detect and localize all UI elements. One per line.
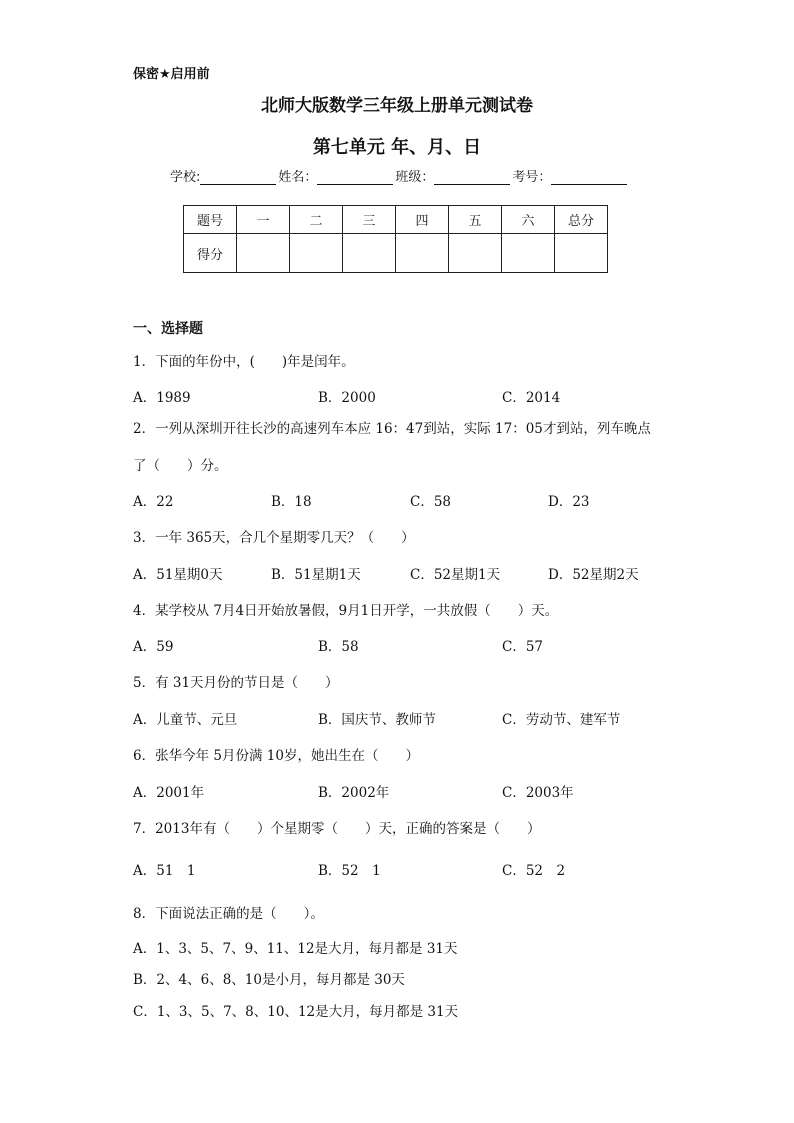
- table-header-cell: 五: [449, 206, 502, 234]
- q7-option-c[interactable]: C．52 2: [502, 863, 566, 879]
- q1-option-a[interactable]: A．1989: [133, 390, 191, 406]
- q2-option-a[interactable]: A．22: [133, 494, 174, 510]
- q1-option-c[interactable]: C．2014: [502, 390, 561, 406]
- score-cell[interactable]: [396, 234, 449, 273]
- score-table: [183, 205, 608, 273]
- q7-option-a[interactable]: A．51 1: [133, 863, 196, 879]
- q2-option-c[interactable]: C．58: [410, 494, 452, 510]
- question-7: 7．2013年有（ ）个星期零（ ）天，正确的答案是（ ）: [133, 821, 541, 837]
- question-8: 8．下面说法正确的是（ ）。: [133, 906, 324, 922]
- q6-option-a[interactable]: A．2001年: [133, 785, 205, 801]
- score-table-score-row: [184, 234, 608, 273]
- class-label: 班级：: [395, 170, 435, 185]
- q6-option-b[interactable]: B．2002年: [318, 785, 390, 801]
- section-title: 一、选择题: [133, 321, 203, 337]
- table-header-cell: 题号: [184, 206, 237, 234]
- q3-option-a[interactable]: A．51星期0天: [133, 567, 223, 583]
- score-cell[interactable]: [555, 234, 608, 273]
- question-1: 1．下面的年份中，( )年是闰年。: [133, 354, 355, 370]
- student-info-line: [170, 166, 629, 185]
- table-header-cell: 四: [396, 206, 449, 234]
- score-cell[interactable]: [290, 234, 343, 273]
- q3-option-c[interactable]: C．52星期1天: [410, 567, 501, 583]
- q1-option-b[interactable]: B．2000: [318, 390, 376, 406]
- q8-option-b[interactable]: B．2、4、6、8、10是小月，每月都是 30天: [133, 972, 405, 988]
- score-cell[interactable]: [343, 234, 396, 273]
- q7-option-b[interactable]: B．52 1: [318, 863, 381, 879]
- q3-option-d[interactable]: D．52星期2天: [548, 567, 639, 583]
- question-5: 5．有 31天月份的节日是（ ）: [133, 675, 339, 691]
- question-4: 4．某学校从 7月4日开始放暑假，9月1日开学，一共放假（ ）天。: [133, 603, 559, 619]
- q5-option-b[interactable]: B．国庆节、教师节: [318, 712, 436, 728]
- unit-subtitle: 第七单元 年、月、日: [312, 137, 482, 158]
- q6-option-c[interactable]: C．2003年: [502, 785, 574, 801]
- school-label: 学校:: [170, 170, 201, 185]
- exam-number-blank[interactable]: [551, 170, 627, 185]
- class-blank[interactable]: [434, 170, 510, 185]
- score-cell[interactable]: [449, 234, 502, 273]
- q4-option-a[interactable]: A．59: [133, 639, 174, 655]
- confidential-label: 保密★启用前: [133, 67, 210, 82]
- q3-option-b[interactable]: B．51星期1天: [271, 567, 361, 583]
- table-header-cell: 六: [502, 206, 555, 234]
- q5-option-c[interactable]: C．劳动节、建军节: [502, 712, 621, 728]
- question-6: 6．张华今年 5月份满 10岁，她出生在（ ）: [133, 748, 419, 764]
- question-3: 3．一年 365天，合几个星期零几天？（ ）: [133, 530, 415, 546]
- table-header-cell: 一: [237, 206, 290, 234]
- table-header-cell: 三: [343, 206, 396, 234]
- q2-option-d[interactable]: D．23: [548, 494, 590, 510]
- score-table-header-row: [184, 206, 608, 234]
- question-2-continued: 了（ ）分。: [133, 458, 228, 474]
- exam-number-label: 考号：: [512, 170, 552, 185]
- q4-option-b[interactable]: B．58: [318, 639, 359, 655]
- q2-option-b[interactable]: B．18: [271, 494, 312, 510]
- q5-option-a[interactable]: A．儿童节、元旦: [133, 712, 238, 728]
- question-2: 2．一列从深圳开往长沙的高速列车本应 16：47到站，实际 17：05才到站，列车晚点: [133, 421, 651, 437]
- table-header-cell: 总分: [555, 206, 608, 234]
- q8-option-a[interactable]: A．1、3、5、7、9、11、12是大月，每月都是 31天: [133, 941, 458, 957]
- table-header-cell: 二: [290, 206, 343, 234]
- score-cell[interactable]: [237, 234, 290, 273]
- name-blank[interactable]: [317, 170, 393, 185]
- q8-option-c[interactable]: C．1、3、5、7、8、10、12是大月，每月都是 31天: [133, 1004, 459, 1020]
- exam-title: 北师大版数学三年级上册单元测试卷: [261, 96, 533, 116]
- name-label: 姓名：: [278, 170, 318, 185]
- q4-option-c[interactable]: C．57: [502, 639, 544, 655]
- score-cell[interactable]: [502, 234, 555, 273]
- score-row-label: 得分: [184, 234, 237, 273]
- school-blank[interactable]: [200, 170, 276, 185]
